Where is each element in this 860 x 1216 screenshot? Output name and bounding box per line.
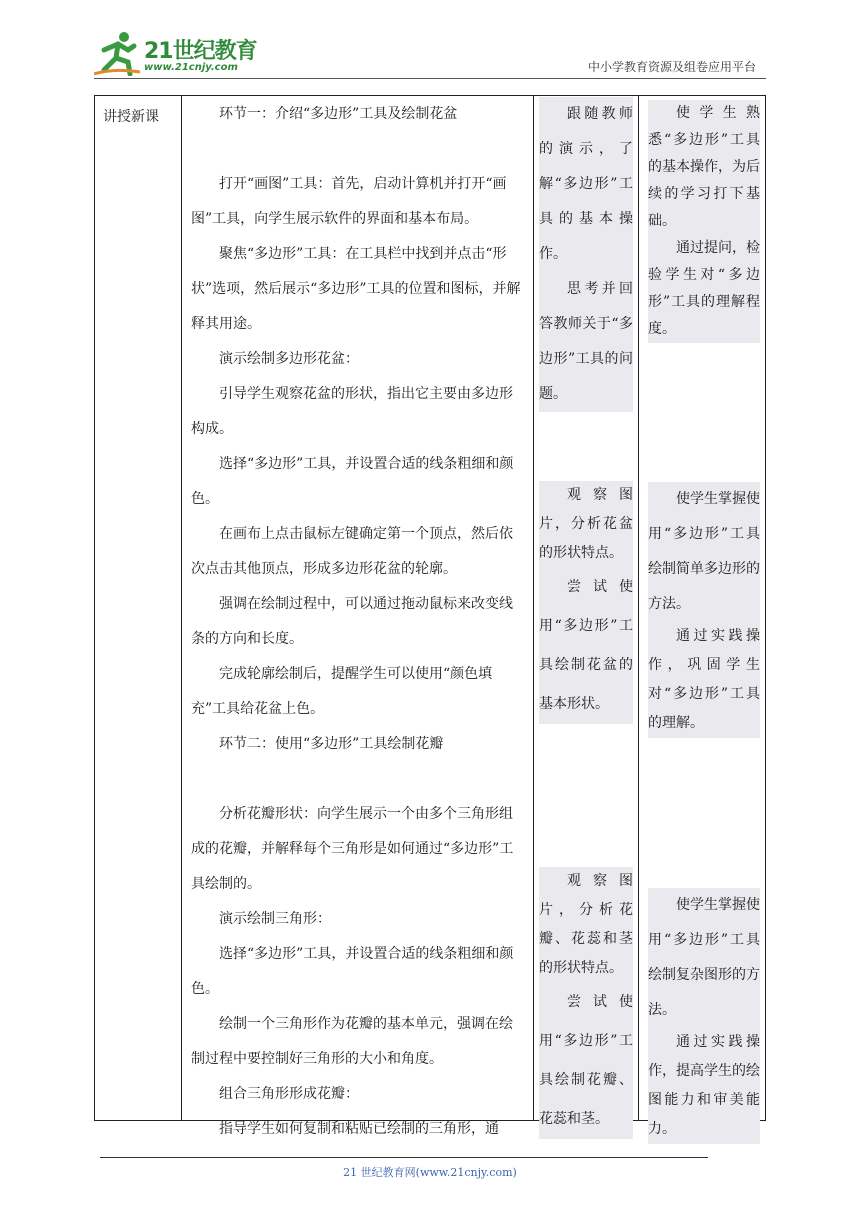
paragraph: 分析花瓣形状：向学生展示一个由多个三角形组成的花瓣，并解释每个三角形是如何通过“多边形”工具绘制的。	[191, 806, 514, 892]
running-person-icon	[94, 30, 142, 76]
column-divider	[638, 96, 639, 1120]
paragraph: 演示绘制多边形花盆：	[219, 351, 359, 367]
logo-text: 21世纪教育	[144, 39, 257, 64]
student-text: 跟随教师的演示，了解“多边形”工具的基本操作。	[539, 97, 633, 272]
teacher-activities	[191, 97, 523, 1147]
blank-line	[191, 762, 523, 797]
platform-title: 中小学教育资源及组卷应用平台	[587, 60, 756, 74]
site-logo	[94, 30, 264, 80]
paragraph: 组合三角形形成花瓣：	[219, 1086, 359, 1102]
paragraph: 在画布上点击鼠标左键确定第一个顶点，然后依次点击其他顶点，形成多边形花盆的轮廓。	[191, 526, 513, 577]
logo-url: www.21cnjy.com	[144, 62, 238, 73]
intent-text: 通过提问，检验学生对“多边形”工具的理解程度。	[648, 235, 760, 343]
paragraph: 绘制一个三角形作为花瓣的基本单元，强调在绘制过程中要控制好三角形的大小和角度。	[191, 1016, 513, 1067]
design-intent-2	[648, 482, 760, 738]
intent-text: 使学生熟悉“多边形”工具的基本操作，为后续的学习打下基础。	[648, 100, 760, 235]
section-heading: 环节二：使用“多边形”工具绘制花瓣	[219, 736, 444, 752]
blank-line	[191, 132, 523, 167]
paragraph: 完成轮廓绘制后，提醒学生可以使用“颜色填充”工具给花盆上色。	[191, 666, 493, 717]
column-divider	[181, 96, 182, 1120]
column-divider	[533, 96, 534, 1120]
design-intent-3	[648, 888, 760, 1144]
header-divider	[94, 78, 766, 79]
intent-text: 使学生掌握使用“多边形”工具绘制复杂图形的方法。	[648, 888, 760, 1028]
student-activity-1	[539, 97, 633, 412]
stage-label: 讲授新课	[103, 109, 159, 125]
paragraph: 选择“多边形”工具，并设置合适的线条粗细和颜色。	[191, 456, 514, 507]
intent-text: 使学生掌握使用“多边形”工具绘制简单多边形的方法。	[648, 482, 760, 622]
paragraph: 聚焦“多边形”工具：在工具栏中找到并点击“形状”选项，然后展示“多边形”工具的位置和图标，并解释其用途。	[191, 246, 521, 332]
paragraph: 打开“画图”工具：首先，启动计算机并打开“画图”工具，向学生展示软件的界面和基本布局。	[191, 176, 507, 227]
student-text: 尝试使用“多边形”工具绘制花盆的基本形状。	[539, 568, 633, 724]
intent-text: 通过实践操作，提高学生的绘图能力和审美能力。	[648, 1028, 760, 1144]
design-intent-1	[648, 97, 760, 343]
paragraph: 选择“多边形”工具，并设置合适的线条粗细和颜色。	[191, 946, 514, 997]
footer-link[interactable]: 21 世纪教育网(www.21cnjy.com)	[343, 1166, 517, 1179]
student-text: 思考并回答教师关于“多边形”工具的问题。	[539, 272, 633, 412]
paragraph: 引导学生观察花盆的形状，指出它主要由多边形构成。	[191, 386, 513, 437]
student-text: 观察图片，分析花盆的形状特点。	[539, 481, 633, 568]
section-heading: 环节一：介绍“多边形”工具及绘制花盆	[219, 106, 458, 122]
student-activity-2	[539, 481, 633, 724]
paragraph: 指导学生如何复制和粘贴已绘制的三角形，通	[219, 1121, 499, 1137]
footer-divider	[100, 1157, 708, 1158]
student-activity-3	[539, 867, 633, 1139]
student-text: 尝试使用“多边形”工具绘制花瓣、花蕊和茎。	[539, 983, 633, 1139]
paragraph: 强调在绘制过程中，可以通过拖动鼠标来改变线条的方向和长度。	[191, 596, 513, 647]
lesson-table	[94, 95, 766, 1137]
intent-text: 通过实践操作，巩固学生对“多边形”工具的理解。	[648, 622, 760, 738]
paragraph: 演示绘制三角形：	[219, 911, 331, 927]
student-text: 观察图片，分析花瓣、花蕊和茎的形状特点。	[539, 867, 633, 983]
